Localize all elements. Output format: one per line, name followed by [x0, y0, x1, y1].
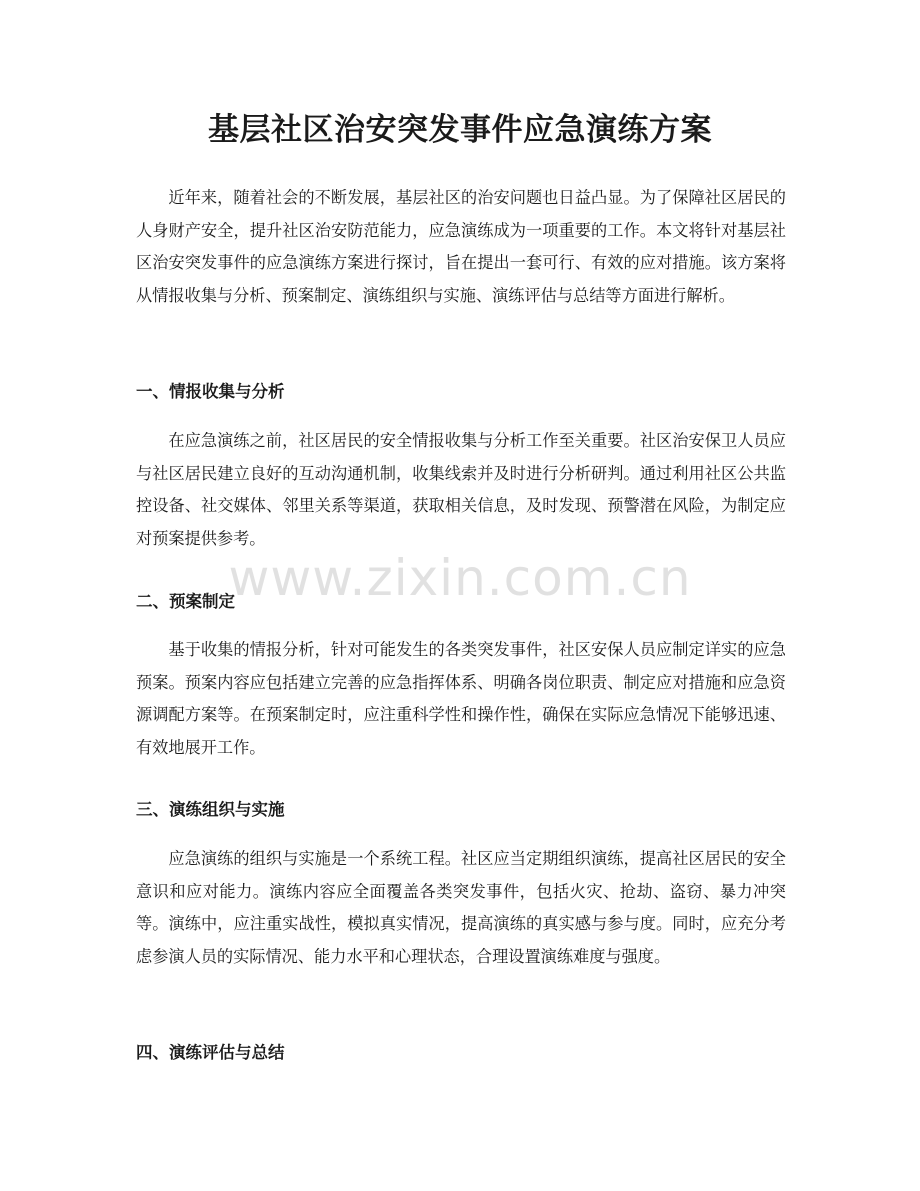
section-heading-4: 四、演练评估与总结 — [136, 1043, 285, 1062]
document-title: 基层社区治安突发事件应急演练方案 — [208, 112, 712, 148]
section-heading-2: 二、预案制定 — [136, 592, 235, 611]
intro-paragraph: 近年来，随着社会的不断发展，基层社区的治安问题也日益凸显。为了保障社区居民的人身财产安全，提升社区治安防范能力，应急演练成为一项重要的工作。本文将针对基层社区治安突发事件的应急演练方案进行探讨，旨在提出一套可行、有效的应对措施。该方案将从情报收集与分析、预案制定、演练组织与实施、演练评估与总结等方面进行解析。 — [136, 188, 786, 305]
section-body-1: 在应急演练之前，社区居民的安全情报收集与分析工作至关重要。社区治安保卫人员应与社区居民建立良好的互动沟通机制，收集线索并及时进行分析研判。通过利用社区公共监控设备、社交媒体、邻里关系等渠道，获取相关信息，及时发现、预警潜在风险，为制定应对预案提供参考。 — [136, 431, 786, 548]
watermark: www.zixin.com.cn — [228, 549, 692, 607]
section-heading-1: 一、情报收集与分析 — [136, 382, 285, 401]
section-body-2: 基于收集的情报分析，针对可能发生的各类突发事件，社区安保人员应制定详实的应急预案。预案内容应包括建立完善的应急指挥体系、明确各岗位职责、制定应对措施和应急资源调配方案等。在预案制定时，应注重科学性和操作性，确保在实际应急情况下能够迅速、有效地展开工作。 — [136, 640, 786, 757]
section-heading-3: 三、演练组织与实施 — [136, 800, 285, 819]
section-body-3: 应急演练的组织与实施是一个系统工程。社区应当定期组织演练，提高社区居民的安全意识和应对能力。演练内容应全面覆盖各类突发事件，包括火灾、抢劫、盗窃、暴力冲突等。演练中，应注重实战性，模拟真实情况，提高演练的真实感与参与度。同时，应充分考虑参演人员的实际情况、能力水平和心理状态，合理设置演练难度与强度。 — [136, 849, 786, 966]
